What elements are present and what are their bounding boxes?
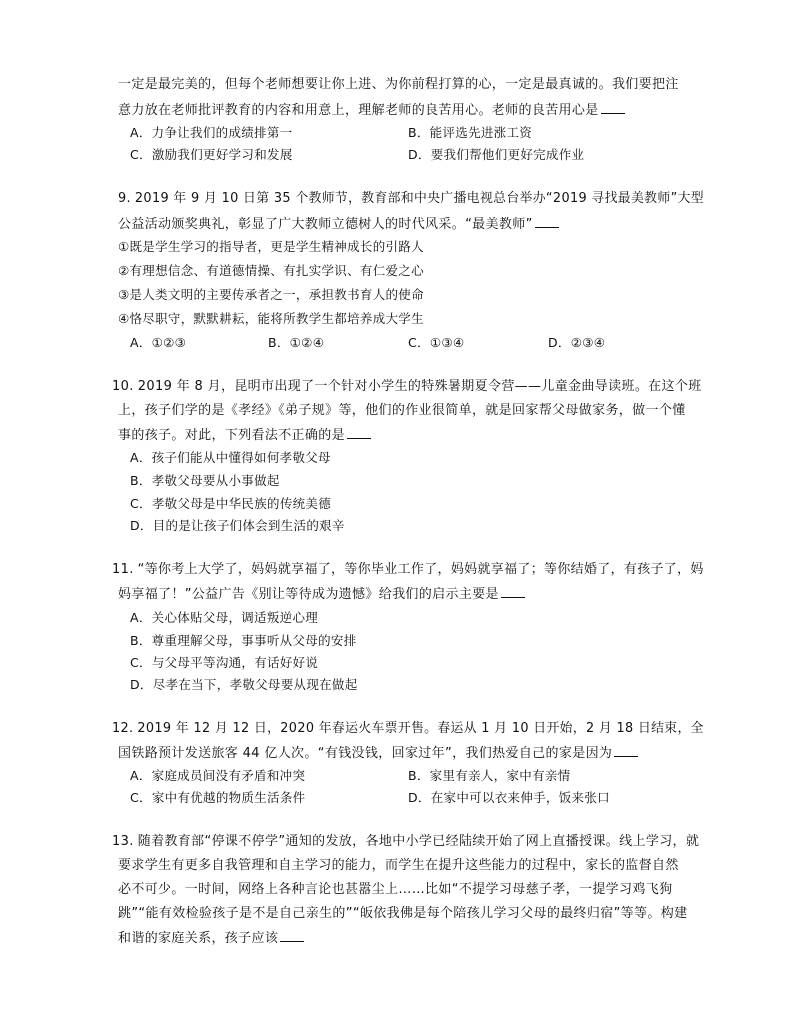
q13-stem-line-2: 要求学生有更多自我管理和自主学习的能力，而学生在提升这些能力的过程中，家长的监督自然 [118, 858, 679, 873]
q13-stem-line-4: 跳”“能有效检验孩子是不是自己亲生的”“皈依我佛是每个陪孩儿学习父母的最终归宿”等等。构建 [118, 906, 688, 921]
q9-stem-text-1: 2019 年 9 月 10 日第 35 个教师节，教育部和中央广播电视总台举办“2019 寻找最美教师”大型 [134, 191, 704, 206]
q11-option-a: A．关心体贴父母，调适叛逆心理 [130, 610, 319, 625]
q8-option-a: A．力争让我们的成绩排第一 [130, 125, 293, 140]
q8-stem-line-1: 一定是最完美的，但每个老师想要让你上进、为你前程打算的心，一定是最真诚的。我们要把注 [118, 77, 679, 92]
answer-blank [347, 426, 371, 439]
q10-option-b: B．孝敬父母要从小事做起 [130, 473, 280, 488]
q10-stem-line-2: 上，孩子们学的是《孝经》《弟子规》等，他们的作业很简单，就是回家帮父母做家务，做一个懂 [118, 403, 686, 418]
q10-stem-line-3 [118, 426, 371, 445]
q10-number: 10. [112, 379, 134, 394]
q12-option-d: D．在家中可以衣来伸手，饭来张口 [408, 790, 610, 805]
q9-statement-1: ①既是学生学习的指导者，更是学生精神成长的引路人 [118, 239, 424, 254]
answer-blank [280, 929, 304, 942]
q9-stem-line-1 [118, 190, 704, 208]
q8-option-b: B．能评选先进涨工资 [408, 125, 533, 140]
answer-blank [501, 585, 525, 598]
q9-option-a: A．①②③ [130, 335, 187, 350]
q13-stem-line-3: 必不可少。一时间，网络上各种言论也甚嚣尘上……比如“不提学习母慈子孝，一提学习鸡飞狗 [118, 882, 673, 897]
answer-blank [601, 101, 625, 114]
answer-blank [614, 744, 638, 757]
q10-stem-text-1: 2019 年 8 月，昆明市出现了一个针对小学生的特殊暑期夏令营——儿童金曲导读班。在这个班 [137, 379, 702, 394]
q8-option-d: D．要我们帮他们更好完成作业 [408, 147, 585, 162]
q9-stem-line-2 [118, 215, 559, 234]
q11-stem-line-1 [112, 561, 704, 579]
q9-option-d: D．②③④ [548, 335, 606, 350]
q13-stem-text-5: 和谐的家庭关系，孩子应该 [118, 931, 279, 946]
q13-stem-text-1: 随着教育部“停课不停学”通知的发放，各地中小学已经陆续开始了网上直播授课。线上学习，就 [137, 834, 700, 849]
q12-number: 12. [112, 721, 134, 736]
q9-number: 9. [118, 191, 131, 206]
q12-option-a: A．家庭成员间没有矛盾和冲突 [130, 768, 306, 783]
q9-statement-2: ②有理想信念、有道德情操、有扎实学识、有仁爱之心 [118, 263, 424, 278]
q13-stem-line-5 [118, 929, 304, 948]
q11-number: 11. [112, 562, 134, 577]
q11-option-c: C．与父母平等沟通，有话好好说 [130, 655, 319, 670]
q9-statement-4: ④恪尽职守，默默耕耘，能将所教学生都培养成大学生 [118, 311, 424, 326]
q11-stem-line-2 [118, 585, 525, 604]
q10-option-c: C．孝敬父母是中华民族的传统美德 [130, 496, 332, 511]
q10-stem-text-3: 事的孩子。对此，下列看法不正确的是 [118, 428, 345, 443]
q11-option-d: D．尽孝在当下，孝敬父母要从现在做起 [130, 677, 358, 692]
q12-stem-line-2 [118, 744, 638, 763]
q12-stem-text-2: 国铁路预计发送旅客 44 亿人次。“有钱没钱，回家过年”，我们热爱自己的家是因为 [118, 746, 613, 761]
q12-stem-text-1: 2019 年 12 月 12 日，2020 年春运火车票开售。春运从 1 月 10 日开始，2 月 18 日结束，全 [137, 721, 704, 736]
q11-stem-text-2: 妈享福了！”公益广告《别让等待成为遗憾》给我们的启示主要是 [118, 587, 499, 602]
q10-option-d: D．目的是让孩子们体会到生活的艰辛 [130, 518, 345, 533]
q10-stem-line-1 [112, 378, 702, 396]
q8-stem-line-2 [118, 101, 625, 120]
q13-stem-line-1 [112, 833, 699, 851]
q8-option-c: C．激励我们更好学习和发展 [130, 147, 293, 162]
q8-stem-text: 意力放在老师批评教育的内容和用意上，理解老师的良苦用心。老师的良苦用心是 [118, 103, 599, 118]
q11-stem-text-1: “等你考上大学了，妈妈就享福了，等你毕业工作了，妈妈就享福了；等你结婚了，有孩子了，妈 [137, 562, 704, 577]
q12-stem-line-1 [112, 720, 704, 738]
q9-option-c: C．①③④ [408, 335, 465, 350]
answer-blank [535, 215, 559, 228]
q9-statement-3: ③是人类文明的主要传承者之一，承担教书育人的使命 [118, 287, 424, 302]
q11-option-b: B．尊重理解父母，事事听从父母的安排 [130, 633, 357, 648]
q10-option-a: A．孩子们能从中懂得如何孝敬父母 [130, 450, 331, 465]
q12-option-c: C．家中有优越的物质生活条件 [130, 790, 306, 805]
q9-stem-text-2: 公益活动颁奖典礼，彰显了广大教师立德树人的时代风采。“最美教师” [118, 217, 533, 232]
q13-number: 13. [112, 834, 134, 849]
q9-option-b: B．①②④ [268, 335, 325, 350]
q12-option-b: B．家里有亲人，家中有亲情 [408, 768, 571, 783]
